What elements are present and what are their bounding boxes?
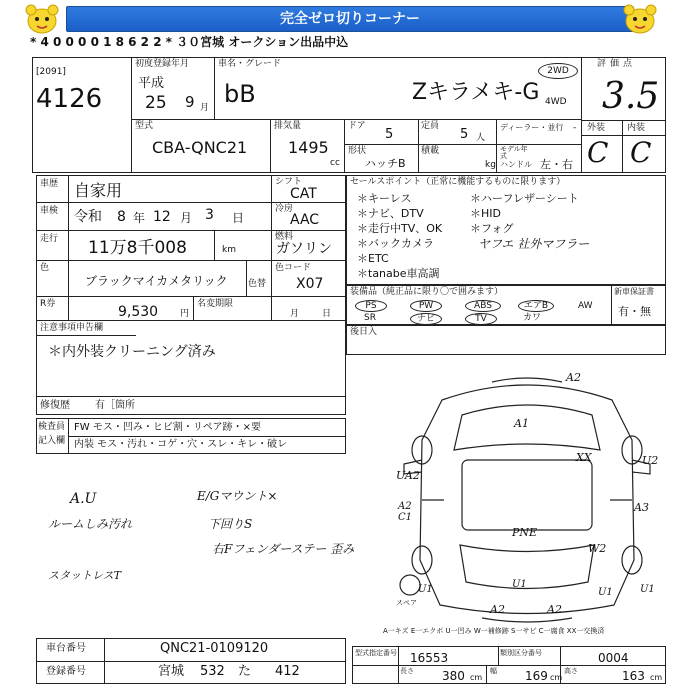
inspector-row: FW モス・凹み・ヒビ割・リペア跡・×要 <box>74 422 261 433</box>
sales-point-item: ＊ナビ、DTV <box>357 207 424 220</box>
sales-point-item: ＊走行中TV、OK <box>357 222 443 235</box>
aircon: AAC <box>290 212 320 228</box>
spare-label: スペア <box>396 599 417 607</box>
color-change-label: 色替 <box>248 279 267 289</box>
first-reg-label: 初度登録年月 <box>135 59 190 69</box>
car-mark: PNE <box>512 526 538 539</box>
model-code-label: 型式 <box>135 121 154 131</box>
displacement-label: 排気量 <box>274 121 302 131</box>
sales-point-item: ＊tanabe車高調 <box>357 267 440 280</box>
drive-4wd: 4WD <box>545 97 567 107</box>
interior-grade: C <box>630 136 652 169</box>
evaluation-score: 3.5 <box>602 76 660 117</box>
lot-number: 4126 <box>36 84 103 114</box>
type-spec-label: 類別区分番号 <box>500 649 542 657</box>
recycle: 9,530 <box>118 304 159 320</box>
name-change-label: 名変期限 <box>197 299 234 309</box>
dealer-value: - <box>573 123 577 133</box>
repair-history-label: 修復歴 <box>40 400 70 411</box>
capacity: 5 <box>460 127 469 142</box>
handwritten-note: 右Fフェンダーステー 歪み <box>212 542 355 556</box>
inspection-label: 車検 <box>40 206 59 216</box>
car-mark: UA2 <box>396 469 420 482</box>
plate-region: 宮城 <box>158 664 185 679</box>
banner <box>0 0 700 36</box>
equipment-item: TV <box>465 313 497 325</box>
plate-number: 412 <box>275 664 300 679</box>
inspection-month-unit: 月 <box>180 211 193 225</box>
color-code: X07 <box>296 276 324 292</box>
width-unit: cm <box>550 673 563 682</box>
type-spec-number: 0004 <box>598 651 629 665</box>
car-mark: U1 <box>640 584 655 595</box>
sales-points-label: セールスポイント（正常に機能するものに限ります） <box>350 177 566 187</box>
width-label: 幅 <box>490 667 497 675</box>
exterior-label: 外装 <box>587 123 606 133</box>
color: ブラックマイカメタリック <box>85 274 228 288</box>
height-unit: cm <box>650 673 663 682</box>
car-mark: XX <box>576 451 592 464</box>
repair-history: 有［箇所 <box>95 400 135 411</box>
displacement-unit: cc <box>330 158 340 168</box>
equipment-item: AW <box>578 301 593 311</box>
name-change-month-unit: 月 <box>290 309 300 319</box>
car-mark: W2 <box>588 542 607 555</box>
equipment-label: 装備品（純正品に限り〇で囲みます） <box>350 287 504 297</box>
doors-label: ドア <box>348 121 366 131</box>
plate-class: 532 <box>200 664 225 679</box>
exterior-grade: C <box>587 136 609 169</box>
steering-label: ハンドル <box>500 160 532 169</box>
interior-label: 内装 <box>627 123 646 133</box>
capacity-label: 定員 <box>421 121 440 131</box>
evaluation-label: 評価点 <box>597 59 637 69</box>
inspector-row: 内装 モス・汚れ・コゲ・穴・スレ・キレ・破レ <box>74 439 288 450</box>
usage: 自家用 <box>74 181 123 200</box>
color-label: 色 <box>40 263 50 273</box>
dealer-label: ディーラー・並行 <box>500 123 564 132</box>
sales-point-handwritten: ヤフエ 社外マフラー <box>478 237 590 251</box>
equipment-item: ABS <box>465 300 501 312</box>
sales-point-item: ＊ETC <box>357 252 389 265</box>
car-damage-diagram <box>382 360 672 640</box>
car-mark: U1 <box>418 584 433 595</box>
equipment-item: エアB <box>518 300 554 312</box>
plate-kana: た <box>238 664 252 679</box>
length-unit: cm <box>470 673 483 682</box>
inspection-day-unit: 日 <box>232 211 245 225</box>
shift-label: シフト <box>275 177 303 187</box>
first-reg-month-unit: 月 <box>200 103 210 113</box>
sales-point-item: ＊HID <box>470 207 501 220</box>
model-spec-label: 型式指定番号 <box>355 649 397 657</box>
recycle-unit: 円 <box>180 309 190 319</box>
handwritten-note: 下回りS <box>208 517 253 531</box>
mileage-label: 走行 <box>40 234 59 244</box>
car-mark: A2 <box>398 501 412 512</box>
first-reg-year: 25 <box>145 93 167 113</box>
sales-point-item: ＊フォグ <box>470 222 514 235</box>
notes-label: 注意事項申告欄 <box>40 323 104 333</box>
handwritten-note: ルームしみ汚れ <box>48 517 133 531</box>
fuel: ガソリン <box>276 241 332 257</box>
model-name-label: 車名・グレード <box>218 59 282 69</box>
car-mark: U1 <box>512 579 527 590</box>
car-mark: C1 <box>398 512 413 523</box>
first-reg-era: 平成 <box>138 76 165 91</box>
sales-point-item: ＊バックカメラ <box>357 237 434 250</box>
lot-code: [2091] <box>36 67 66 77</box>
drive-2wd: 2WD <box>538 63 578 79</box>
model-year-label: モデル年式 <box>500 145 528 160</box>
first-reg-month: 9 <box>185 93 195 111</box>
inspection-era: 令和 <box>74 209 102 225</box>
notes-text: ＊内外装クリーニング済み <box>48 344 216 360</box>
fuel-label: 燃料 <box>275 232 294 242</box>
handwritten-note: スタットレスT <box>48 569 122 582</box>
car-mark: A3 <box>634 501 649 514</box>
width: 169 <box>525 669 548 683</box>
equipment-item: PW <box>410 300 442 312</box>
grade: Zキラメキ-G <box>412 80 540 105</box>
height: 163 <box>622 669 645 683</box>
sales-point-item: ＊ハーフレザーシート <box>470 192 579 205</box>
damage-legend: A一キズ E一エクボ U一凹み W一補修跡 S一サビ C一腐食 XX一交換済 <box>383 627 605 635</box>
inspector-label: 検査員 <box>38 422 66 432</box>
doors: 5 <box>385 127 394 142</box>
banner-title: 完全ゼロ切りコーナー <box>66 6 634 32</box>
later-input-label: 後日入 <box>350 327 378 337</box>
height-label: 高さ <box>564 667 578 675</box>
length: 380 <box>442 669 465 683</box>
mileage-unit: km <box>222 245 236 255</box>
shape: ハッチB <box>365 157 406 170</box>
name-change-day-unit: 日 <box>322 309 332 319</box>
equipment-item: カワ <box>523 313 542 323</box>
warranty-value: 有・無 <box>618 305 651 318</box>
car-mark: A1 <box>514 417 529 430</box>
later-input-block <box>346 325 666 355</box>
bear-mascot-icon <box>620 2 660 36</box>
header-strip: * 4 0 0 0 0 1 8 6 2 2 * ３０宮城 オークション出品中込 <box>30 35 349 49</box>
mileage: 11万8千008 <box>88 238 187 258</box>
shift: CAT <box>290 186 317 202</box>
capacity-unit: 人 <box>476 133 486 143</box>
model-spec-number: 16553 <box>410 651 449 665</box>
shape-label: 形状 <box>348 146 367 156</box>
usage-label: 車歴 <box>40 179 59 189</box>
model-name: bB <box>224 80 256 108</box>
recycle-label: R券 <box>40 299 56 309</box>
aircon-label: 冷房 <box>275 204 294 214</box>
handwritten-note: E/Gマウント× <box>197 489 278 503</box>
length-label: 長さ <box>400 667 414 675</box>
color-code-label: 色コード <box>275 263 312 273</box>
load-unit: kg <box>485 160 496 170</box>
bear-mascot-icon <box>22 2 62 36</box>
displacement: 1495 <box>288 138 329 157</box>
equipment-item: PS <box>355 300 387 312</box>
inspection-year: 8 <box>117 209 126 225</box>
car-mark: A2 <box>547 603 562 616</box>
load-label: 積載 <box>421 146 440 156</box>
car-mark: A2 <box>566 371 581 384</box>
inspection-year-unit: 年 <box>133 211 146 225</box>
chassis-label: 車台番号 <box>46 643 86 654</box>
inspector-label: 記入欄 <box>38 436 66 446</box>
equipment-item: SR <box>364 313 376 323</box>
inspection-month: 12 <box>153 209 171 225</box>
chassis-number: QNC21-0109120 <box>160 641 269 656</box>
car-mark: U1 <box>598 587 613 598</box>
inspection-day: 3 <box>205 207 214 223</box>
car-mark: U2 <box>642 454 659 467</box>
steering: 左・右 <box>540 158 573 171</box>
model-code: CBA-QNC21 <box>152 138 248 157</box>
plate-label: 登録番号 <box>46 666 86 677</box>
handwritten-note: A.U <box>70 491 97 507</box>
warranty-label: 新車保証書 <box>614 287 654 296</box>
equipment-item: ナビ <box>410 313 442 325</box>
sales-point-item: ＊キーレス <box>357 192 412 205</box>
car-mark: A2 <box>490 603 505 616</box>
